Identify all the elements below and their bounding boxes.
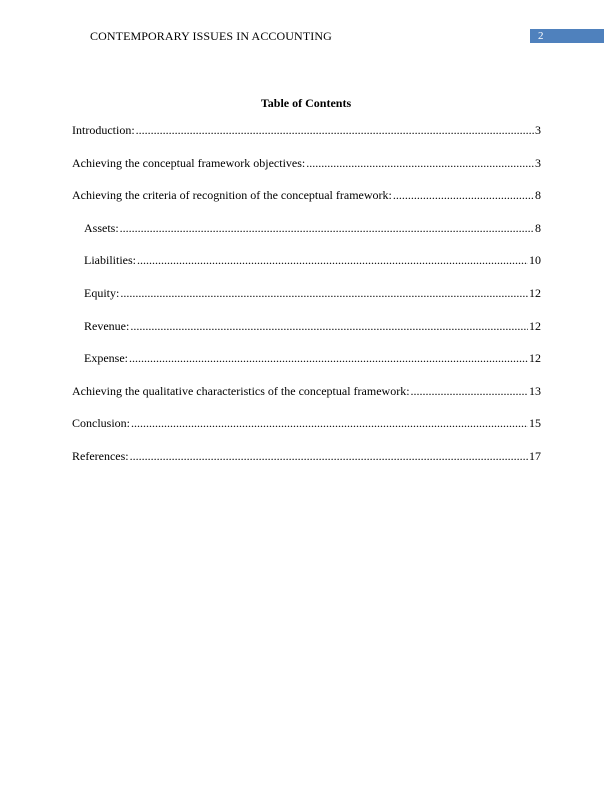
toc-heading: Table of Contents — [260, 96, 352, 110]
toc-entry-conclusion[interactable] — [72, 416, 541, 449]
toc-entry-introduction[interactable] — [72, 123, 541, 156]
toc-dot-leader — [120, 221, 534, 235]
toc-entry-page: 10 — [529, 253, 541, 268]
toc-entry-conceptual-framework-objectives[interactable] — [72, 156, 541, 189]
toc-entry-equity[interactable] — [72, 286, 541, 319]
toc-entry-page: 12 — [529, 318, 541, 333]
toc-entry-criteria-of-recognition[interactable] — [72, 188, 541, 221]
toc-entry-page: 3 — [535, 123, 541, 137]
toc-entry-page: 13 — [529, 383, 541, 398]
running-header-title: CONTEMPORARY ISSUES IN ACCOUNTING — [90, 29, 332, 43]
toc-entry-text: Achieving the conceptual framework objectives: — [72, 155, 306, 170]
toc-entry-text: Introduction: — [72, 123, 135, 137]
toc-entry-liabilities[interactable] — [72, 253, 541, 286]
toc-dot-leader — [411, 384, 528, 398]
toc-entry-text: Equity: — [84, 285, 120, 300]
toc-entry-page: 8 — [535, 188, 541, 203]
toc-entry-page: 12 — [529, 351, 541, 366]
toc-entry-text: References: — [72, 448, 129, 463]
toc-entry-assets[interactable] — [72, 221, 541, 254]
toc-dot-leader — [120, 286, 528, 300]
toc-entry-page: 3 — [535, 155, 541, 170]
toc-entry-text: Revenue: — [84, 318, 130, 333]
toc-entry-text: Conclusion: — [72, 416, 131, 431]
toc-entry-revenue[interactable] — [72, 319, 541, 352]
toc-dot-leader — [136, 123, 534, 137]
toc-dot-leader — [306, 156, 534, 170]
toc-dot-leader — [131, 416, 528, 430]
toc-entry-text: Achieving the qualitative characteristics of the conceptual framework: — [72, 383, 410, 398]
toc-dot-leader — [137, 253, 528, 267]
toc-dot-leader — [393, 188, 534, 202]
toc-entry-text: Expense: — [84, 351, 128, 366]
toc-entry-page: 12 — [529, 285, 541, 300]
toc-dot-leader — [129, 351, 528, 365]
toc-entry-page: 17 — [529, 448, 541, 463]
page-number-badge: 2 — [530, 29, 604, 43]
toc-entry-qualitative-characteristics[interactable] — [72, 384, 541, 417]
toc-entry-references[interactable] — [72, 449, 541, 482]
toc-entry-page: 8 — [535, 220, 541, 235]
toc-entry-expense[interactable] — [72, 351, 541, 384]
toc-list — [72, 123, 541, 482]
toc-entry-text: Assets: — [84, 220, 119, 235]
toc-dot-leader — [130, 449, 528, 463]
toc-dot-leader — [130, 319, 528, 333]
toc-entry-page: 15 — [529, 416, 541, 431]
toc-entry-text: Liabilities: — [84, 253, 136, 268]
toc-entry-text: Achieving the criteria of recognition of the conceptual framework: — [72, 188, 392, 203]
